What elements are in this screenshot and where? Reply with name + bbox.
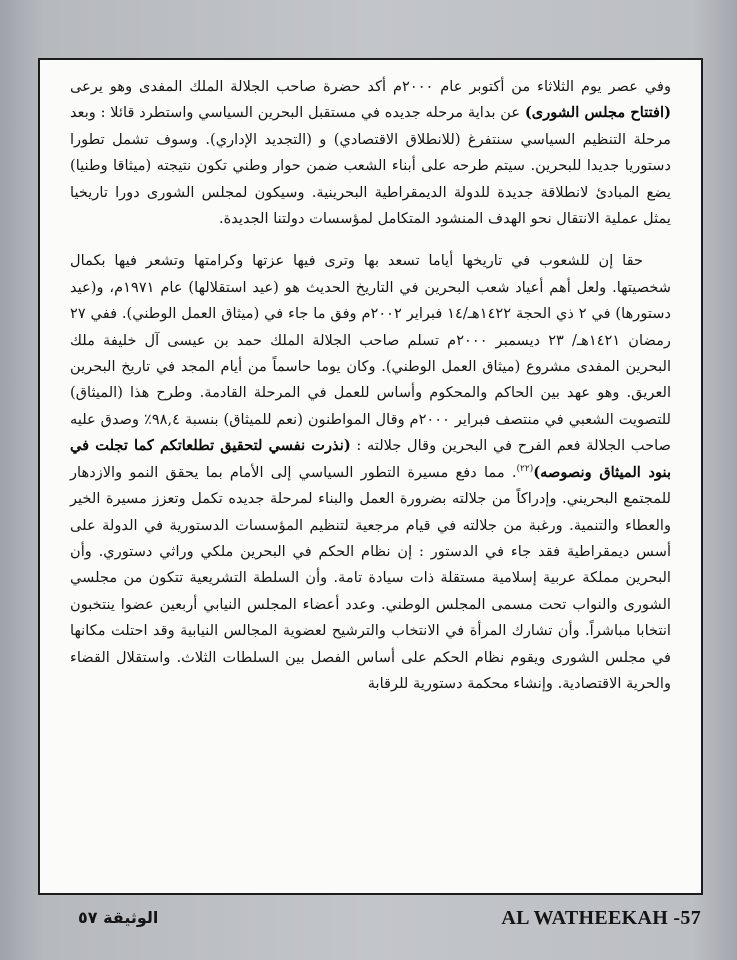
footer-page-label-arabic: الوثيقة ٥٧: [78, 908, 159, 927]
paragraph-1-text-start: وفي عصر يوم الثلاثاء من أكتوبر عام ٢٠٠٠م أكد حضرة صاحب الجلالة الملك المفدى وهو يرعى: [70, 78, 671, 95]
footer-page-label-english: AL WATHEEKAH -57: [501, 907, 701, 929]
article-text-frame: [38, 58, 703, 895]
paragraph-2-text-start: حقا إن للشعوب في تاريخها أياما تسعد بها وترى فيها عزتها وكرامتها وتشعر فيها بكمال شخصيتها. ولعل أهم أعياد شعب البحرين في التاريخ الحديث هو (عيد استقلالها) عام ١٩٧١م، و(عيد دستورها) في ٢ ذي الحجة ١٤٢٢هـ/١٤ فبراير ٢٠٠٢م وفق ما جاء في (ميثاق العمل الوطني). ففي ٢٧ رمضان ١٤٢١هـ/ ٢٣ ديسمبر ٢٠٠٠م تسلم صاحب الجلالة الملك حمد بن عيسى آل خليفة ملك البحرين المفدى مشروع (ميثاق العمل الوطني). وكان يوما حاسماً من أيام المجد في تاريخ البحرين العريق. وهو عهد بين الحاكم والمحكوم وأساس للعمل في المرحلة القادمة. وطرح هذا (الميثاق) للتصويت الشعبي في منتصف فبراير ٢٠٠٠م وقال المواطنون (نعم للميثاق) بنسبة ٩٨,٤٪ وصدق عليه صاحب الجلالة فعم الفرح في البحرين وقال جلالته :: [70, 252, 672, 455]
article-paragraph-2: [70, 248, 671, 697]
footnote-reference: (٢٢): [516, 463, 534, 474]
paragraph-1-bold-phrase: (افتتاح مجلس الشورى): [524, 104, 671, 122]
article-paragraph-1: [70, 74, 671, 232]
paragraph-2-text-end: . مما دفع مسيرة التطور السياسي إلى الأمام بما يحقق النمو والازدهار للمجتمع البحريني. وإدراكاً من جلالته بضرورة العمل والبناء لمرحلة جديده تكمل وتعزز مسيرة الخير والعطاء والتنمية. ورغبة من جلالته في قيام مرجعية لتنظيم المؤسسات الدستورية في الدولة على أسس ديمقراطية فقد جاء في الدستور : إن نظام الحكم في البحرين ملكي وراثي دستوري. وأن البحرين مملكة عربية إسلامية مستقلة ذات سيادة تامة. وأن السلطة التشريعية تتكون من مجلسي الشورى والنواب تحت مسمى المجلس الوطني. وعدد أعضاء المجلس النيابي أربعين عضوا ينتخبون انتخابا مباشراً. وأن تشارك المرأة في الانتخاب والترشيح لعضوية المجالس النيابية وقد احتلت مكانها في مجلس الشورى ويقوم نظام الحكم على أساس الفصل بين السلطات الثلاث. واستقلال القضاء والحرية الاقتصادية. وإنشاء محكمة دستورية للرقابة: [70, 463, 671, 692]
paragraph-2-bold-quote: (نذرت نفسي لتحقيق تطلعاتكم كما تجلت في بنود الميثاق ونصوصه): [70, 437, 672, 481]
paragraph-1-text-end: عن بداية مرحله جديده في مستقبل البحرين السياسي واستطرد قائلا : وبعد مرحلة التنظيم السياسي سنتفرغ (للانطلاق الاقتصادي) و (التجديد الإداري). وسوف تشمل تطورا دستوريا جديدا للبحرين. سيتم طرحه على أبناء الشعب ضمن حوار وطني تكون نتيجته (ميثاقا وطنيا) يضع المبادئ لانطلاقة جديدة للدولة الديمقراطية البحرينية. وسيكون لمجلس الشورى دورا تاريخيا يمثل عملية الانتقال نحو الهدف المنشود المتكامل لمؤسسات دولتنا الجديدة.: [70, 104, 671, 228]
